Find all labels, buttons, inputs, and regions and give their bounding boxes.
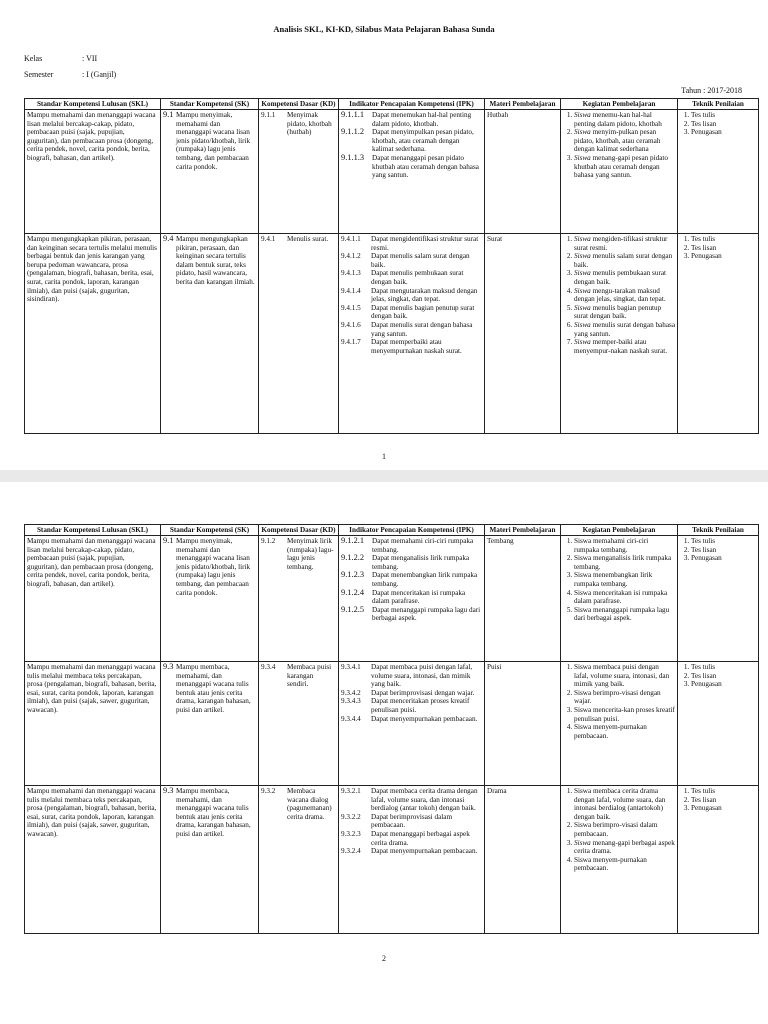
- activity-item: [574, 787, 675, 821]
- kegiatan-cell: [561, 662, 678, 786]
- table-row: [25, 786, 759, 934]
- indicator-item: [341, 715, 482, 724]
- activity-item: [574, 338, 675, 355]
- indicator-number: 9.3.4.1: [341, 663, 361, 671]
- activity-text: menemu-kan hal-hal penting dalam pidoto, khotbah: [574, 111, 662, 128]
- activity-text: Siswa menyem-purnakan pembacaan.: [574, 855, 647, 873]
- syllabus-table-1: [24, 98, 759, 434]
- activity-text: menulis pembukaan surat dengan baik.: [574, 269, 667, 286]
- sk-cell: [161, 786, 259, 934]
- indicator-item: [341, 154, 482, 180]
- sk-number: 9.1: [163, 110, 174, 119]
- indicator-text: Dapat menceritakan proses kreatif penulisan puisi.: [371, 697, 470, 714]
- column-header: Kegiatan Pembelajaran: [561, 525, 678, 536]
- activity-item: [574, 252, 675, 269]
- assessment-technique: 2. Tes lisan: [691, 672, 756, 681]
- column-header: Standar Kompetensi (SK): [161, 99, 259, 110]
- indicator-number: 9.4.1.6: [341, 320, 361, 329]
- indicator-text: Dapat menceritakan isi rumpaka dalam parafrase.: [372, 588, 466, 606]
- document-page-2: [0, 482, 768, 1024]
- sk-cell: [161, 536, 259, 662]
- assessment-technique: 1. Tes tulis: [691, 663, 756, 672]
- activity-subject: Siswa: [574, 235, 591, 243]
- kd-cell: [259, 662, 339, 786]
- teknik-cell: [678, 786, 759, 934]
- indicator-item: [341, 537, 482, 554]
- teknik-cell: [678, 662, 759, 786]
- column-header: Materi Pembelajaran: [485, 525, 561, 536]
- indicator-number: 9.1.1.1: [341, 110, 365, 119]
- kegiatan-cell: [561, 786, 678, 934]
- sk-text: Mampu menyimak, memahami dan menanggapi wacana lisan jenis pidato/khotbah, lirik (rumpaka) lagu jenis tembang, dan pembacaan carita pondok.: [176, 537, 251, 597]
- column-header: Indikator Pencapaian Kompetensi (IPK): [339, 99, 485, 110]
- activity-text: Siswa menceritakan isi rumpaka dalam parafrase.: [574, 588, 668, 606]
- indicator-item: [341, 813, 482, 830]
- activity-subject: Siswa: [574, 153, 591, 162]
- column-header: Teknik Penilaian: [678, 99, 759, 110]
- kelas-label: Kelas: [24, 54, 43, 63]
- indicator-number: 9.1.1.2: [341, 127, 365, 137]
- skl-cell: Mampu memahami dan menanggapi wacana lisan melalui bercakap-cakap, pidato, pembacaan puisi (sajak, pupujian, guguritan), dan pembacaan prosa (dongeng, cerita pendek, novel, carita pondok, berita, biografi, bahasan, dan artikel).: [25, 536, 161, 662]
- teknik-cell: [678, 110, 759, 234]
- kegiatan-cell: [561, 234, 678, 434]
- sk-number: 9.1: [163, 536, 174, 545]
- ipk-cell: [339, 536, 485, 662]
- sk-text: Mampu membaca, memahami, dan menanggapi wacana tulis bentuk atau jenis cerita drama, karangan bahasan, puisi dan artikel.: [176, 787, 251, 838]
- activity-subject: Siswa: [574, 286, 591, 295]
- indicator-text: Dapat berimprovisasi dengan wajar.: [371, 688, 475, 697]
- activity-subject: Siswa: [574, 252, 591, 261]
- indicator-item: [341, 128, 482, 154]
- table-header-row: [25, 525, 759, 536]
- document-page-1: [0, 0, 768, 470]
- indicator-number: 9.1.2.1: [341, 536, 365, 545]
- activity-item: [574, 287, 675, 304]
- activity-item: [574, 663, 675, 689]
- ipk-cell: [339, 662, 485, 786]
- indicator-item: [341, 697, 482, 714]
- activity-item: [574, 235, 675, 252]
- indicator-item: [341, 338, 482, 355]
- indicator-text: Dapat menyimpulkan pesan pidato, khotbah, atau ceramah dengan kalimat sederhana.: [372, 128, 474, 154]
- indicator-item: [341, 252, 482, 269]
- activity-item: [574, 537, 675, 554]
- indicator-text: Dapat memahami ciri-ciri rumpaka tembang.: [372, 537, 474, 554]
- indicator-number: 9.1.2.4: [341, 587, 365, 597]
- indicator-text: Dapat menyempurnakan pembacaan.: [371, 847, 478, 856]
- assessment-technique: 2. Tes lisan: [691, 244, 756, 253]
- activity-item: [574, 321, 675, 338]
- column-header: Materi Pembelajaran: [485, 99, 561, 110]
- table-header-row: [25, 99, 759, 110]
- column-header: Standar Kompetensi (SK): [161, 525, 259, 536]
- indicator-text: Dapat menganalisis lirik rumpaka tembang.: [372, 554, 470, 571]
- activity-item: [574, 706, 675, 723]
- activity-text: Siswa berimpro-visasi dalam pembacaan.: [574, 821, 658, 838]
- ipk-cell: [339, 110, 485, 234]
- table-row: [25, 110, 759, 234]
- activity-text: menulis bagian penutup surat dengan baik.: [574, 303, 662, 321]
- activity-subject: Siswa: [574, 111, 591, 119]
- column-header: Indikator Pencapaian Kompetensi (IPK): [339, 525, 485, 536]
- page-number-2: 2: [382, 954, 386, 963]
- activity-item: [574, 269, 675, 286]
- column-header: Standar Kompetensi Lulusan (SKL): [25, 99, 161, 110]
- activity-text: menyim-pulkan pesan pidato, khotbah, atau ceramah dengan kalimat sederhana: [574, 128, 661, 154]
- activity-subject: Siswa: [574, 320, 591, 329]
- kelas-row: [24, 54, 97, 63]
- indicator-item: [341, 663, 482, 689]
- indicator-number: 9.4.1.1: [341, 235, 361, 243]
- assessment-technique: 3. Penugasan: [691, 252, 756, 261]
- academic-year: Tahun : 2017-2018: [681, 86, 742, 95]
- activity-item: [574, 839, 675, 856]
- semester-value: : I (Ganjil): [82, 70, 117, 79]
- activity-text: menang-gapi berbagai aspek cerita drama.: [574, 838, 675, 856]
- activity-text: Siswa berimpro-visasi dengan wajar.: [574, 688, 661, 706]
- kd-number: 9.3.4: [261, 663, 276, 671]
- indicator-text: Dapat menulis salam surat dengan baik.: [371, 252, 470, 269]
- kd-number: 9.1.2: [261, 537, 276, 545]
- assessment-technique: 2. Tes lisan: [691, 120, 756, 129]
- indicator-text: Dapat menanggapi berbagai aspek cerita drama.: [371, 829, 470, 847]
- indicator-number: 9.4.1.2: [341, 252, 361, 261]
- indicator-text: Dapat mengutarakan maksud dengan jelas, singkat, dan tepat.: [371, 286, 478, 304]
- indicator-number: 9.1.2.5: [341, 604, 365, 614]
- activity-item: [574, 111, 675, 128]
- indicator-text: Dapat berimprovisasi dalam pembacaan.: [371, 812, 453, 830]
- indicator-number: 9.3.2.1: [341, 787, 361, 795]
- indicator-text: Dapat menulis bagian penutup surat dengan baik.: [371, 303, 475, 321]
- indicator-text: Dapat menulis pembukaan surat dengan baik.: [371, 269, 464, 286]
- kegiatan-cell: [561, 536, 678, 662]
- kegiatan-cell: [561, 110, 678, 234]
- indicator-text: Dapat menulis surat dengan bahasa yang santun.: [371, 320, 473, 338]
- activity-text: mengiden-tifikasi struktur surat resmi.: [574, 235, 668, 252]
- sk-cell: [161, 662, 259, 786]
- assessment-technique: 2. Tes lisan: [691, 546, 756, 555]
- kd-cell: [259, 234, 339, 434]
- semester-label: Semester: [24, 70, 54, 79]
- indicator-text: Dapat menanggapi rumpaka lagu dari berbagai aspek.: [372, 605, 481, 623]
- sk-cell: [161, 234, 259, 434]
- sk-text: Mampu menyimak, memahami dan menanggapi wacana lisan jenis pidato/khotbah, lirik (rumpaka) lagu jenis tembang, dan pembacaan carita pondok.: [176, 111, 251, 171]
- kd-cell: [259, 786, 339, 934]
- indicator-text: Dapat menemukan hal-hal penting dalam pidoto, khotbah.: [372, 111, 472, 128]
- kd-cell: [259, 536, 339, 662]
- sk-number: 9.3: [163, 662, 174, 671]
- activity-item: [574, 554, 675, 571]
- indicator-item: [341, 571, 482, 588]
- activity-item: [574, 304, 675, 321]
- column-header: Teknik Penilaian: [678, 525, 759, 536]
- activity-item: [574, 606, 675, 623]
- activity-text: Siswa menembangkan lirik rumpaka tembang.: [574, 571, 653, 588]
- activity-subject: Siswa: [574, 838, 591, 847]
- indicator-item: [341, 589, 482, 606]
- kd-number: 9.1.1: [261, 111, 276, 119]
- indicator-number: 9.1.1.3: [341, 152, 365, 162]
- materi-cell: Puisi: [485, 662, 561, 786]
- activity-item: [574, 589, 675, 606]
- ipk-cell: [339, 786, 485, 934]
- sk-number: 9.4: [163, 234, 174, 243]
- kd-text: Menyimak pidato, khotbah (hutbah): [287, 111, 332, 137]
- assessment-technique: 1. Tes tulis: [691, 787, 756, 796]
- skl-cell: Mampu memahami dan menanggapi wacana tulis melalui membaca teks percakapan, prosa (pengalaman, biografi, bahasan, berita, esai, surat, carita pondok, laporan, karangan ilmiah), dan puisi (sajak, sawer, guguritan, wawacan).: [25, 786, 161, 934]
- materi-cell: Surat: [485, 234, 561, 434]
- indicator-number: 9.3.4.4: [341, 714, 361, 723]
- kd-number: 9.3.2: [261, 787, 276, 795]
- activity-text: Siswa mencerita-kan proses kreatif penulisan puisi.: [574, 705, 675, 723]
- indicator-number: 9.4.1.3: [341, 269, 361, 278]
- indicator-text: Dapat menanggapi pesan pidato khutbah atau ceramah dengan bahasa yang santun.: [372, 153, 479, 180]
- activity-item: [574, 856, 675, 873]
- teknik-cell: [678, 234, 759, 434]
- materi-cell: Drama: [485, 786, 561, 934]
- column-header: Kompetensi Dasar (KD): [259, 525, 339, 536]
- indicator-item: [341, 606, 482, 623]
- indicator-item: [341, 554, 482, 571]
- indicator-text: Dapat membaca puisi dengan lafal, volume suara, intonasi, dan mimik yang baik.: [371, 663, 473, 689]
- indicator-item: [341, 689, 482, 698]
- indicator-item: [341, 235, 482, 252]
- assessment-technique: 3. Penugasan: [691, 680, 756, 689]
- activity-text: menang-gapi pesan pidato khutbah atau ceramah dengan bahasa yang santun.: [574, 153, 669, 180]
- indicator-item: [341, 787, 482, 813]
- indicator-number: 9.1.2.3: [341, 570, 365, 580]
- assessment-technique: 1. Tes tulis: [691, 537, 756, 546]
- indicator-text: Dapat memperbaiki atau menyempurnakan naskah surat.: [371, 338, 462, 355]
- activity-item: [574, 689, 675, 706]
- semester-row: [24, 70, 116, 79]
- activity-text: menulis salam surat dengan baik.: [574, 252, 673, 269]
- indicator-number: 9.3.2.3: [341, 829, 361, 838]
- sk-number: 9.3: [163, 786, 174, 795]
- table-row: [25, 536, 759, 662]
- indicator-item: [341, 269, 482, 286]
- indicator-item: [341, 111, 482, 128]
- document-title: Analisis SKL, KI-KD, Silabus Mata Pelajaran Bahasa Sunda: [273, 24, 495, 34]
- indicator-item: [341, 304, 482, 321]
- activity-text: Siswa menyem-purnakan pembacaan.: [574, 723, 647, 740]
- activity-text: Siswa membaca puisi dengan lafal, volume suara, intonasi, dan mimik yang baik.: [574, 663, 670, 689]
- activity-subject: Siswa: [574, 338, 591, 347]
- sk-cell: [161, 110, 259, 234]
- indicator-number: 9.3.2.2: [341, 812, 361, 821]
- indicator-item: [341, 321, 482, 338]
- kd-cell: [259, 110, 339, 234]
- indicator-text: Dapat menyempurnakan pembacaan.: [371, 714, 478, 723]
- activity-text: memper-baiki atau menyempur-nakan naskah surat.: [574, 338, 668, 355]
- activity-subject: Siswa: [574, 303, 591, 312]
- syllabus-table-2: [24, 524, 759, 934]
- kd-text: Menulis surat.: [287, 235, 329, 243]
- column-header: Kegiatan Pembelajaran: [561, 99, 678, 110]
- kd-text: Membaca wacana dialog (pagunemanan) cerita drama.: [287, 787, 332, 821]
- skl-cell: Mampu mengungkapkan pikiran, perasaan, dan keinginan secara tertulis melalui menulis berbagai bentuk dan jenis karangan yang berupa pedoman wawancara, prosa (pengalaman, biografi, bahasan, berita, esai, surat, carita pondok, laporan, karangan ilmiah), dan puisi (sajak, guguritan, sisindiran).: [25, 234, 161, 434]
- indicator-number: 9.3.4.3: [341, 697, 361, 706]
- table-row: [25, 662, 759, 786]
- activity-item: [574, 571, 675, 588]
- kelas-value: : VII: [82, 54, 98, 63]
- activity-text: mengu-tarakan maksud dengan jelas, singkat, dan tepat.: [574, 286, 666, 304]
- activity-item: [574, 154, 675, 180]
- sk-text: Mampu membaca, memahami, dan menanggapi wacana tulis bentuk atau jenis cerita drama, karangan bahasan, puisi dan artikel.: [176, 663, 251, 714]
- indicator-number: 9.4.1.4: [341, 286, 361, 295]
- assessment-technique: 1. Tes tulis: [691, 111, 756, 120]
- assessment-technique: 3. Penugasan: [691, 804, 756, 813]
- activity-text: Siswa membaca cerita drama dengan lafal, volume suara, dan intonasi berdialog (antartokoh) dengan baik.: [574, 787, 666, 821]
- page-number-1: 1: [382, 452, 386, 461]
- activity-subject: Siswa: [574, 269, 591, 278]
- indicator-item: [341, 287, 482, 304]
- indicator-item: [341, 847, 482, 856]
- activity-text: Siswa menganalisis lirik rumpaka tembang.: [574, 554, 672, 571]
- activity-item: [574, 128, 675, 154]
- indicator-text: Dapat membaca cerita drama dengan lafal, volume suara, dan intonasi berdialog (antar tokoh) dengan baik.: [371, 787, 478, 813]
- skl-cell: Mampu memahami dan menanggapi wacana lisan melalui bercakap-cakap, pidato, pembacaan puisi (sajak, pupujian, guguritan), dan pembacaan prosa (dongeng, cerita pendek, novel, carita pondok, berita, biografi, bahasan, dan artikel).: [25, 110, 161, 234]
- teknik-cell: [678, 536, 759, 662]
- assessment-technique: 2. Tes lisan: [691, 796, 756, 805]
- indicator-number: 9.3.2.4: [341, 847, 361, 856]
- kd-text: Menyimak lirik (rumpaka) lagu-lagu jenis tembang.: [287, 537, 334, 571]
- column-header: Standar Kompetensi Lulusan (SKL): [25, 525, 161, 536]
- activity-item: [574, 723, 675, 740]
- assessment-technique: 3. Penugasan: [691, 128, 756, 137]
- activity-text: menulis surat dengan bahasa yang santun.: [574, 320, 676, 338]
- indicator-item: [341, 830, 482, 847]
- indicator-number: 9.4.1.7: [341, 338, 361, 347]
- indicator-text: Dapat menembangkan lirik rumpaka tembang.: [372, 571, 478, 588]
- indicator-number: 9.4.1.5: [341, 303, 361, 312]
- activity-text: Siswa memahami ciri-ciri rumpaka tembang.: [574, 537, 649, 554]
- sk-text: Mampu mengungkapkan pikiran, perasaan, dan keinginan secara tertulis dalam bentuk surat, teks pidato, hasil wawancara, berita dan karangan ilmiah.: [176, 235, 255, 286]
- skl-cell: Mampu memahami dan menanggapi wacana tulis melalui membaca teks percakapan, prosa (pengalaman, biografi, bahasan, berita, esai, surat, carita pondok, laporan, karangan ilmiah), dan puisi (sajak, sawer, guguritan, wawacan).: [25, 662, 161, 786]
- kd-number: 9.4.1: [261, 235, 276, 243]
- indicator-text: Dapat mengidentifikasi struktur surat resmi.: [371, 235, 479, 252]
- materi-cell: Tembang: [485, 536, 561, 662]
- indicator-number: 9.3.4.2: [341, 688, 361, 697]
- kd-text: Membaca puisi karangan sendiri.: [287, 663, 332, 689]
- materi-cell: Hutbah: [485, 110, 561, 234]
- ipk-cell: [339, 234, 485, 434]
- table-row: [25, 234, 759, 434]
- indicator-number: 9.1.2.2: [341, 553, 365, 563]
- column-header: Kompetensi Dasar (KD): [259, 99, 339, 110]
- assessment-technique: 3. Penugasan: [691, 554, 756, 563]
- activity-item: [574, 821, 675, 838]
- activity-subject: Siswa: [574, 128, 591, 137]
- activity-text: Siswa menanggapi rumpaka lagu dari berbagai aspek.: [574, 605, 670, 623]
- assessment-technique: 1. Tes tulis: [691, 235, 756, 244]
